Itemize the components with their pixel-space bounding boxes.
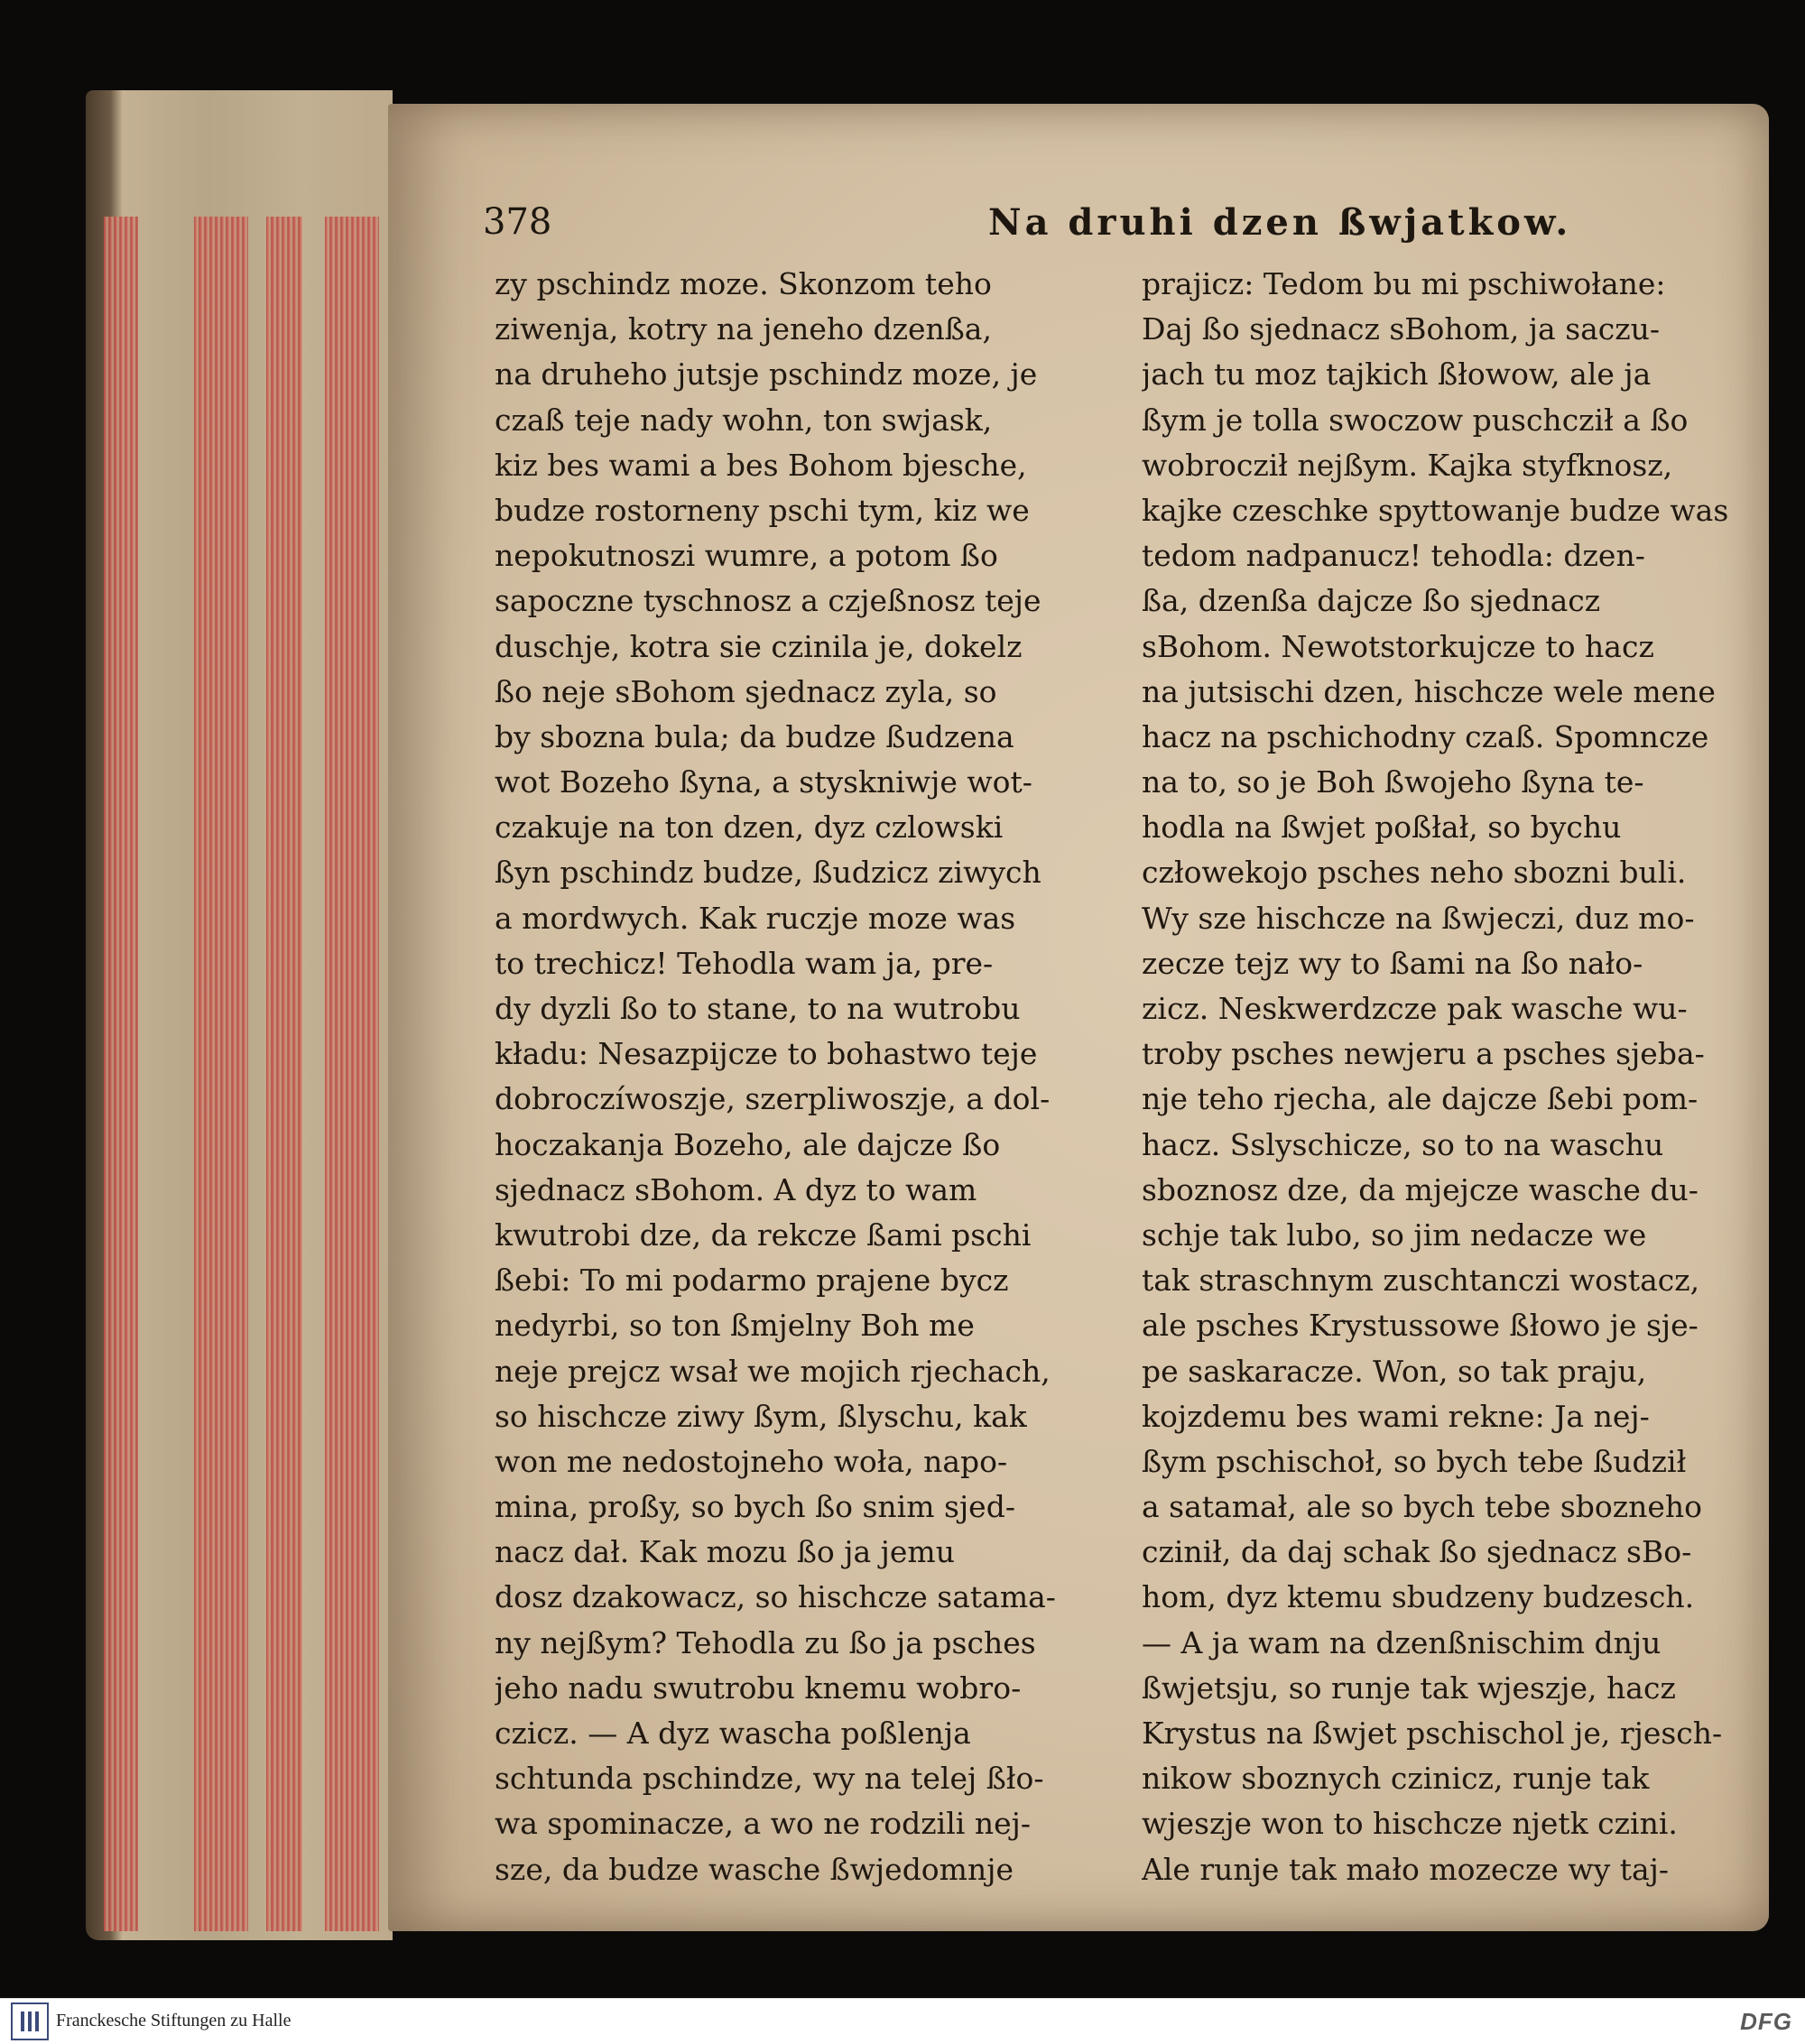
text-line: neje prejcz wsał we mojich rjechach,	[495, 1353, 1051, 1389]
text-line: ziwenja, kotry na jeneho dzenßa,	[495, 311, 992, 347]
red-edge-band	[266, 217, 302, 1931]
text-line: hom, dyz ktemu sbudzeny budzesch.	[1142, 1579, 1695, 1615]
text-line: to trechicz! Tehodla wam ja, pre-	[495, 945, 994, 981]
text-line: prajicz: Tedom bu mi pschiwołane:	[1142, 266, 1666, 301]
text-line: jach tu moz tajkich ßłowow, ale ja	[1142, 356, 1652, 393]
book-page	[388, 104, 1769, 1931]
page-number: 378	[483, 201, 552, 243]
running-head	[483, 201, 1737, 255]
text-line: sjednacz sBohom. A dyz to wam	[495, 1171, 977, 1207]
red-edge-band	[104, 217, 138, 1931]
text-line: so hischcze ziwy ßym, ßlyschu, kak	[495, 1398, 1027, 1434]
text-line: schtunda pschindze, wy na telej ßło-	[495, 1761, 1044, 1797]
text-line: sze, da budze wasche ßwjedomnje	[495, 1851, 1014, 1887]
text-line: ßyn pschindz budze, ßudzicz ziwych	[495, 855, 1041, 891]
text-line: ale psches Krystussowe ßłowo je sje-	[1142, 1308, 1699, 1344]
text-line: tedom nadpanucz! tehodla: dzen-	[1142, 538, 1645, 574]
text-line: schje tak lubo, so jim nedacze we	[1142, 1216, 1647, 1253]
text-line: hacz na pschichodny czaß. Spomncze	[1142, 718, 1709, 754]
institution-logo-icon	[11, 2002, 49, 2040]
funder-logo: DFG	[1740, 2008, 1792, 2035]
text-line: mina, proßy, so bych ßo snim sjed-	[495, 1489, 1015, 1525]
text-line: kwutrobi dze, da rekcze ßami pschi	[495, 1216, 1032, 1253]
text-line: by sbozna bula; da budze ßudzena	[495, 718, 1014, 754]
page-edge-stack	[86, 90, 393, 1940]
text-line: hacz. Sslyschicze, so to na waschu	[1142, 1126, 1664, 1162]
text-line: ßwjetsju, so runje tak wjeszje, hacz	[1142, 1669, 1676, 1706]
text-line: wjeszje won to hischcze njetk czini.	[1142, 1806, 1678, 1842]
red-edge-band	[194, 217, 248, 1931]
text-line: wobrocził nejßym. Kajka styfknosz,	[1142, 447, 1673, 483]
text-line: dy dyzli ßo to stane, to na wutrobu	[495, 991, 1021, 1026]
text-line: kładu: Nesazpijcze to bohastwo teje	[495, 1036, 1038, 1072]
text-line: hoczakanja Bozeho, ale dajcze ßo	[495, 1126, 1001, 1162]
text-line: sBohom. Newotstorkujcze to hacz	[1142, 628, 1654, 664]
text-line: kajke czeschke spyttowanje budze was	[1142, 492, 1728, 528]
text-line: zy pschindz moze. Skonzom teho	[495, 266, 992, 301]
text-line: a mordwych. Kak ruczje moze was	[495, 900, 1016, 936]
text-line: na jutsischi dzen, hischcze wele mene	[1142, 673, 1716, 709]
text-line: czicz. — A dyz wascha poßlenja	[495, 1716, 971, 1751]
text-line: budze rostorneny pschi tym, kiz we	[495, 492, 1030, 528]
text-line: a satamał, ale so bych tebe sbozneho	[1142, 1489, 1703, 1525]
text-column-right	[1142, 262, 1728, 1887]
text-line: czakuje na ton dzen, dyz czlowski	[495, 809, 1004, 846]
text-line: won me nedostojneho woła, napo-	[495, 1443, 1008, 1479]
text-line: zecze tejz wy to ßami na ßo nało-	[1142, 945, 1643, 981]
text-line: Daj ßo sjednacz sBohom, ja saczu-	[1142, 311, 1661, 347]
text-line: jeho nadu swutrobu knemu wobro-	[495, 1669, 1022, 1706]
text-line: Krystus na ßwjet pschischol je, rjesch-	[1142, 1716, 1723, 1751]
text-line: Ale runje tak mało mozecze wy taj-	[1142, 1851, 1670, 1887]
text-line: nedyrbi, so ton ßmjelny Boh me	[495, 1308, 975, 1344]
text-line: zicz. Neskwerdzcze pak wasche wu-	[1142, 991, 1688, 1026]
text-line: Wy sze hischcze na ßwjeczi, duz mo-	[1142, 900, 1695, 936]
text-line: sboznosz dze, da mjejcze wasche du-	[1142, 1171, 1699, 1207]
text-line: wa spominacze, a wo ne rodzili nej-	[495, 1806, 1031, 1842]
text-line: ßo neje sBohom sjednacz zyla, so	[495, 673, 997, 709]
text-line: pe saskaracze. Won, so tak praju,	[1142, 1353, 1647, 1389]
running-head-title: Na druhi dzen ßwjatkow.	[988, 201, 1572, 244]
text-line: na druheho jutsje pschindz moze, je	[495, 356, 1038, 393]
text-line: troby psches newjeru a psches sjeba-	[1142, 1036, 1705, 1072]
institution-name: Franckesche Stiftungen zu Halle	[56, 2011, 292, 2030]
red-edge-band	[325, 217, 379, 1931]
text-line: tak straschnym zuschtanczi wostacz,	[1142, 1262, 1700, 1299]
text-line: czaß teje nady wohn, ton swjask,	[495, 402, 993, 438]
text-line: dobroczíwoszje, szerpliwoszje, a dol-	[495, 1081, 1051, 1117]
text-line: ßa, dzenßa dajcze ßo sjednacz	[1142, 583, 1601, 619]
text-line: czinił, da daj schak ßo sjednacz sBo-	[1142, 1534, 1692, 1570]
text-line: nikow sboznych czinicz, runje tak	[1142, 1761, 1650, 1797]
text-line: kiz bes wami a bes Bohom bjesche,	[495, 447, 1027, 483]
text-line: nepokutnoszi wumre, a potom ßo	[495, 538, 998, 574]
text-line: nje teho rjecha, ale dajcze ßebi pom-	[1142, 1081, 1699, 1117]
text-line: — A ja wam na dzenßnischim dnju	[1142, 1624, 1662, 1660]
viewer-footer	[0, 1998, 1805, 2044]
text-column-left	[495, 262, 1095, 1887]
text-line: ßebi: To mi podarmo prajene bycz	[495, 1262, 1009, 1299]
text-line: duschje, kotra sie czinila je, dokelz	[495, 628, 1023, 664]
text-line: sapoczne tyschnosz a czjeßnosz teje	[495, 583, 1041, 619]
text-line: ny nejßym? Tehodla zu ßo ja psches	[495, 1624, 1036, 1660]
text-line: człowekojo psches neho sbozni buli.	[1142, 855, 1687, 891]
text-line: ßym pschischoł, so bych tebe ßudził	[1142, 1443, 1687, 1479]
text-line: nacz dał. Kak mozu ßo ja jemu	[495, 1534, 955, 1570]
text-line: ßym je tolla swoczow puschcził a ßo	[1142, 402, 1689, 438]
text-line: hodla na ßwjet poßłał, so bychu	[1142, 809, 1622, 846]
text-line: kojzdemu bes wami rekne: Ja nej-	[1142, 1398, 1650, 1434]
text-line: wot Bozeho ßyna, a styskniwje wot-	[495, 764, 1032, 800]
text-line: dosz dzakowacz, so hischcze satama-	[495, 1579, 1056, 1615]
text-line: na to, so je Boh ßwojeho ßyna te-	[1142, 764, 1644, 800]
